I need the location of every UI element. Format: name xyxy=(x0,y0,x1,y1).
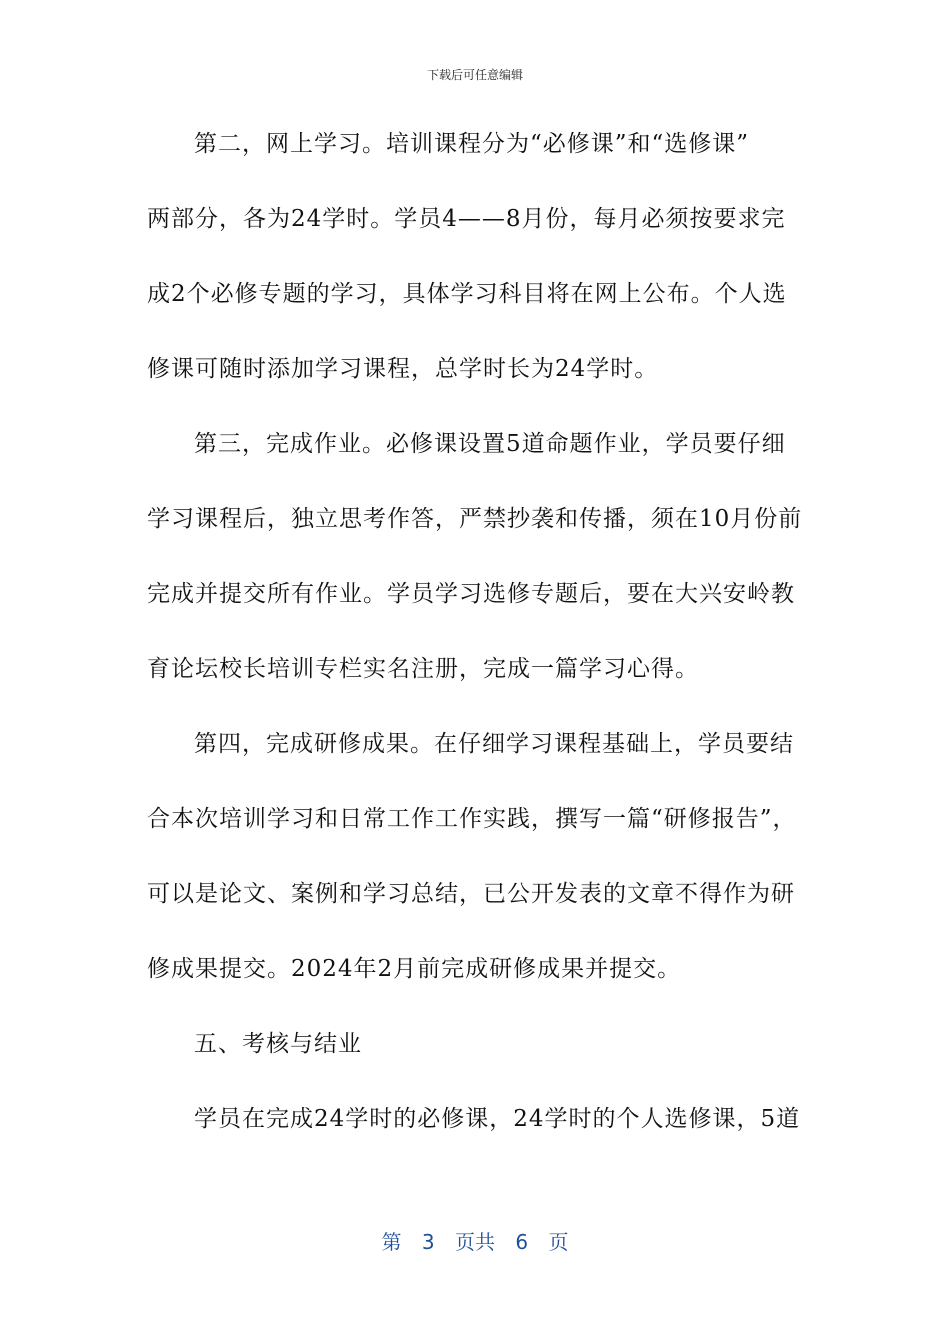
paragraph-line: 完成并提交所有作业。学员学习选修专题后，要在大兴安岭教 xyxy=(147,581,795,607)
paragraph-line: 合本次培训学习和日常工作工作实践，撰写一篇“研修报告”， xyxy=(147,806,797,832)
paragraph-line: 第四，完成研修成果。在仔细学习课程基础上，学员要结 xyxy=(194,731,794,757)
footer-page-number: 3 xyxy=(421,1230,435,1254)
page-header: 下载后可任意编辑 xyxy=(426,68,523,82)
section-heading: 五、考核与结业 xyxy=(194,1031,362,1057)
paragraph-line: 修课可随时添加学习课程，总学时长为24学时。 xyxy=(147,356,659,382)
footer-prefix: 第 xyxy=(381,1230,402,1254)
paragraph-line: 育论坛校长培训专栏实名注册，完成一篇学习心得。 xyxy=(147,656,699,682)
paragraph-line: 可以是论文、案例和学习总结，已公开发表的文章不得作为研 xyxy=(147,881,795,907)
paragraph-line: 学员在完成24学时的必修课，24学时的个人选修课，5道 xyxy=(194,1106,801,1132)
paragraph-line: 成2个必修专题的学习，具体学习科目将在网上公布。个人选 xyxy=(147,281,787,307)
document-body xyxy=(147,124,807,1174)
paragraph-line: 第二，网上学习。培训课程分为“必修课”和“选修课” xyxy=(194,131,750,157)
footer-suffix: 页 xyxy=(548,1230,569,1254)
paragraph-line: 两部分，各为24学时。学员4——8月份，每月必须按要求完 xyxy=(147,206,786,232)
paragraph-line: 修成果提交。2024年2月前完成研修成果并提交。 xyxy=(147,956,682,982)
footer-total-pages: 6 xyxy=(515,1230,529,1254)
paragraph-line: 学习课程后，独立思考作答，严禁抄袭和传播，须在10月份前 xyxy=(147,506,803,532)
paragraph-line: 第三，完成作业。必修课设置5道命题作业，学员要仔细 xyxy=(194,431,786,457)
footer-middle: 页共 xyxy=(455,1230,495,1254)
page-footer xyxy=(0,1226,950,1255)
